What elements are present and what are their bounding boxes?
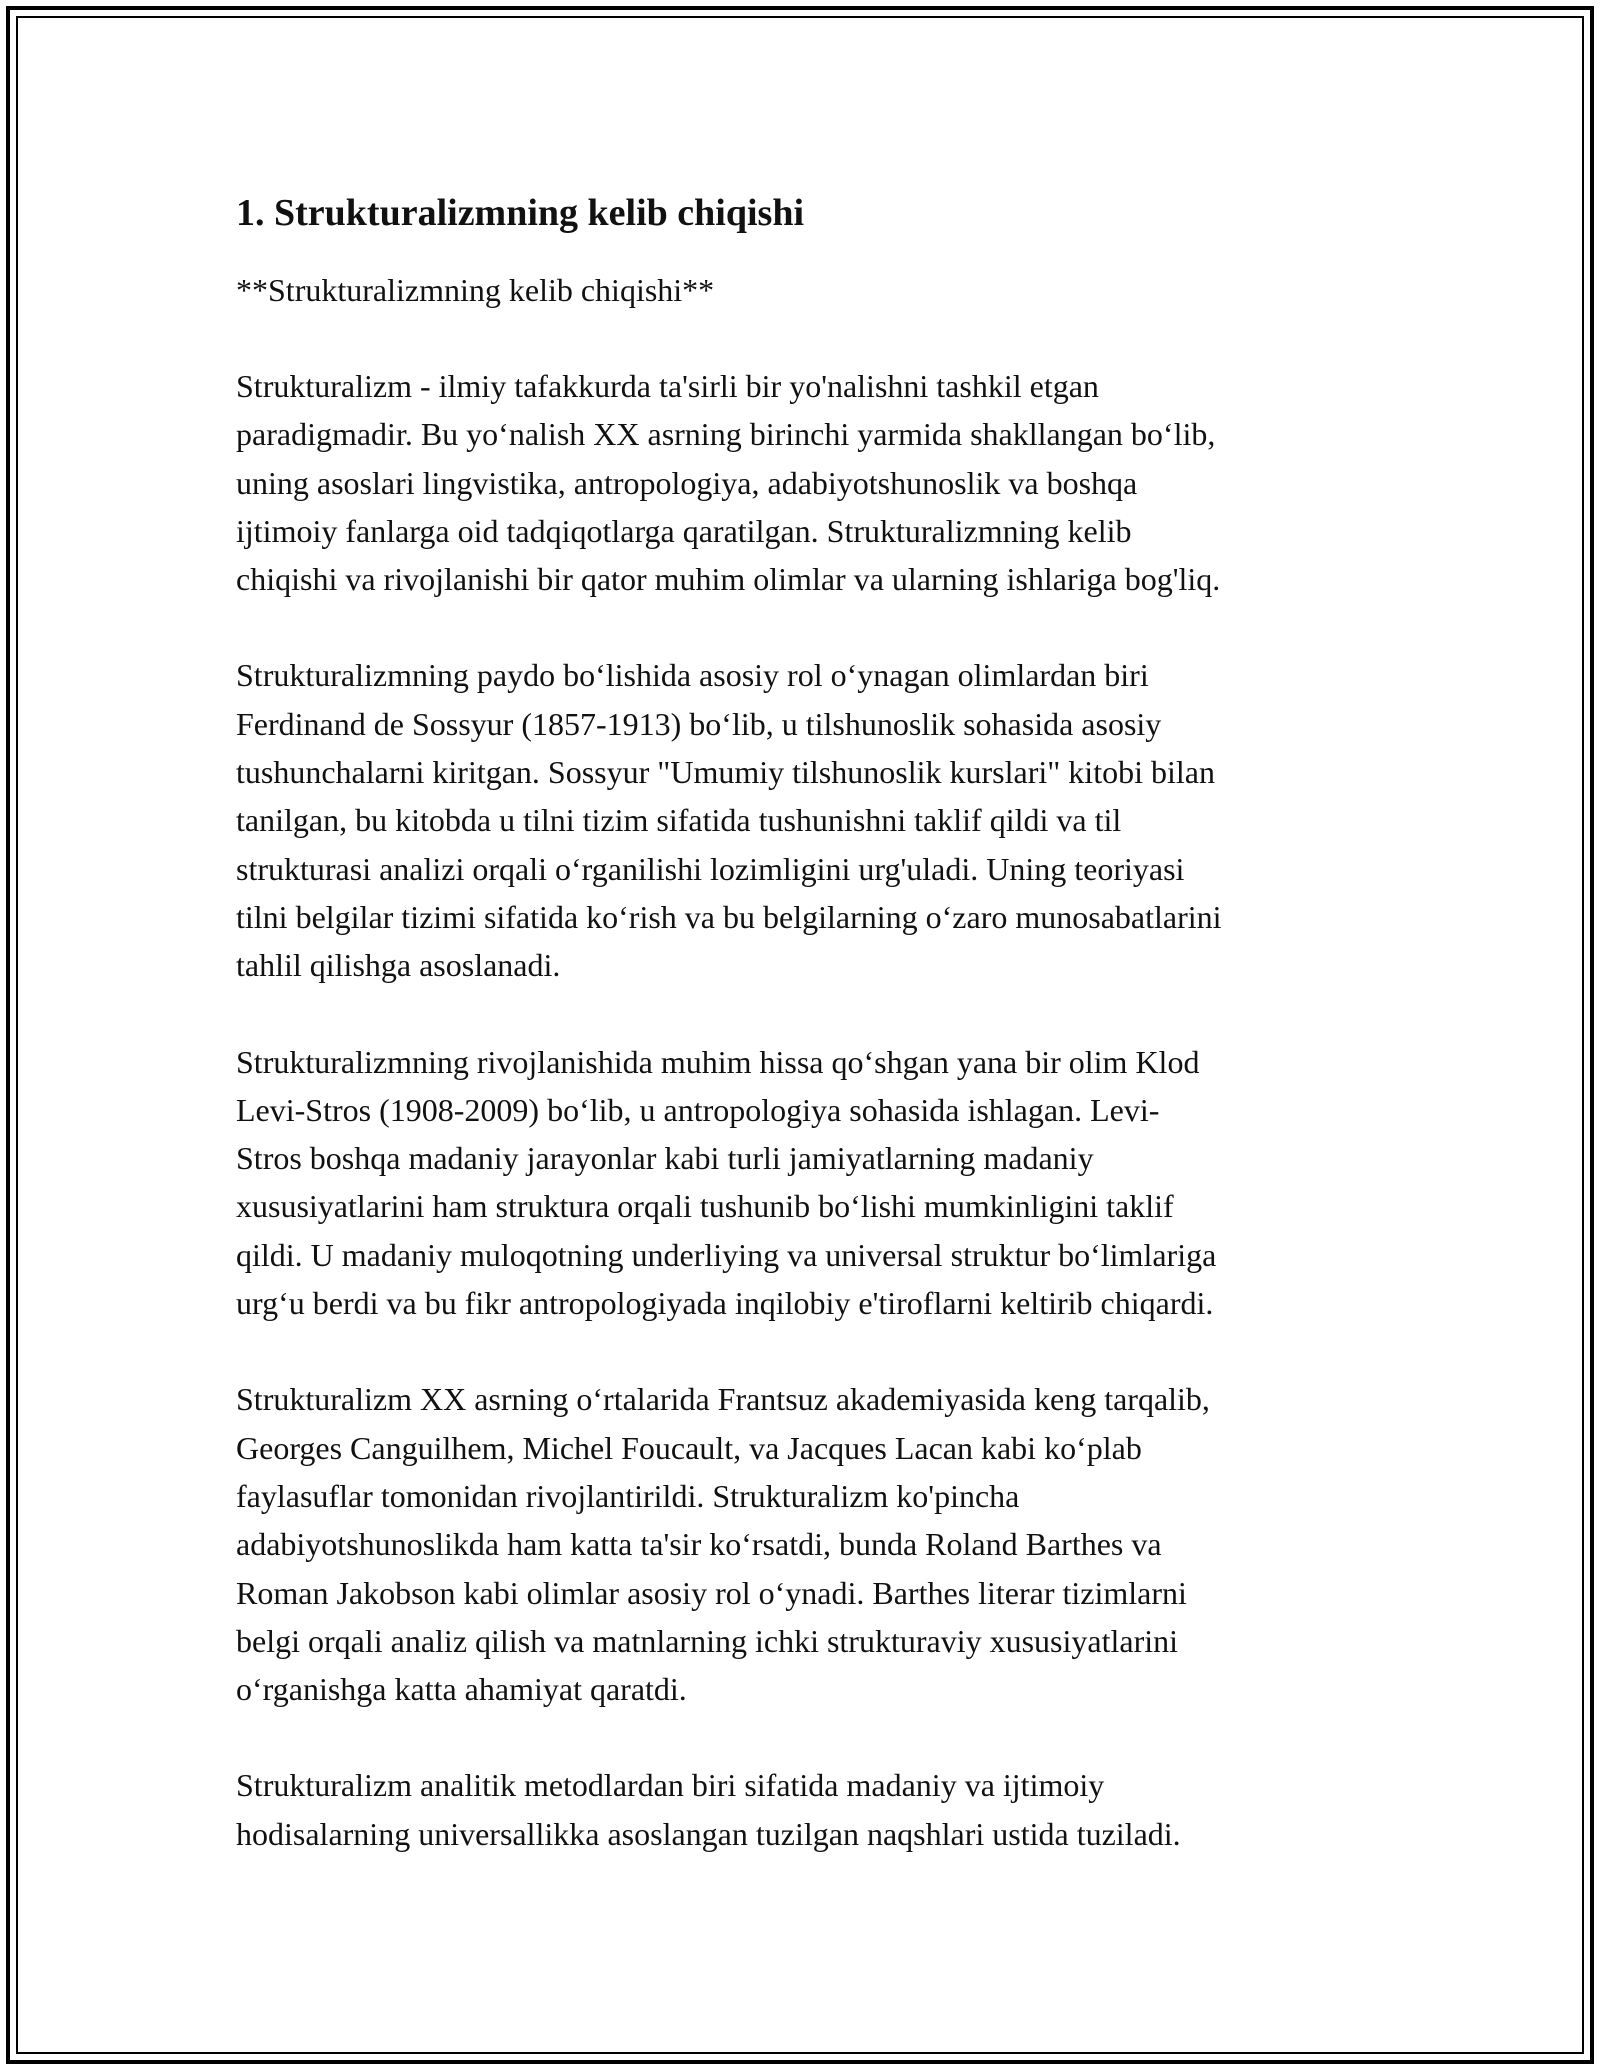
- body-paragraph: [236, 1375, 1376, 1713]
- paragraph-line: chiqishi va rivojlanishi bir qator muhim olimlar va ularning ishlariga bog'liq.: [236, 561, 1221, 598]
- paragraph-line: o‘rganishga katta ahamiyat qaratdi.: [236, 1671, 687, 1708]
- paragraph-line: tilni belgilar tizimi sifatida ko‘rish va bu belgilarning o‘zaro munosabatlarini: [236, 898, 1222, 935]
- paragraph-line: Strukturalizmning rivojlanishida muhim hissa qo‘shgan yana bir olim Klod: [236, 1043, 1200, 1080]
- paragraph-line: Levi-Stros (1908-2009) bo‘lib, u antropologiya sohasida ishlagan. Levi-: [236, 1091, 1160, 1128]
- paragraph-line: Georges Canguilhem, Michel Foucault, va Jacques Lacan kabi ko‘plab: [236, 1429, 1142, 1466]
- paragraph-line: Ferdinand de Sossyur (1857-1913) bo‘lib, u tilshunoslik sohasida asosiy: [236, 705, 1162, 742]
- paragraph-line: paradigmadir. Bu yo‘nalish XX asrning birinchi yarmida shakllangan bo‘lib,: [236, 416, 1216, 453]
- paragraph-line: Strukturalizm - ilmiy tafakkurda ta'sirli bir yo'nalishni tashkil etgan: [236, 368, 1099, 404]
- paragraph-line: urg‘u berdi va bu fikr antropologiyada inqilobiy e'tiroflarni keltirib chiqardi.: [236, 1285, 1214, 1322]
- paragraph-line: ijtimoiy fanlarga oid tadqiqotlarga qaratilgan. Strukturalizmning kelib: [236, 512, 1132, 549]
- paragraph-line: Stros boshqa madaniy jarayonlar kabi turli jamiyatlarning madaniy: [236, 1140, 1094, 1177]
- paragraph-line: belgi orqali analiz qilish va matnlarning ichki strukturaviy xususiyatlarini: [236, 1622, 1179, 1659]
- paragraph-line: Strukturalizmning paydo bo‘lishida asosiy rol o‘ynagan olimlardan biri: [236, 657, 1149, 694]
- paragraph-line: strukturasi analizi orqali o‘rganilishi lozimligini urg'uladi. Uning teoriyasi: [236, 850, 1185, 887]
- paragraph-line: qildi. U madaniy muloqotning underliying va universal struktur bo‘limlariga: [236, 1236, 1217, 1273]
- paragraph-line: tanilgan, bu kitobda u tilni tizim sifatida tushunishni taklif qildi va til: [236, 802, 1122, 839]
- paragraph-line: uning asoslari lingvistika, antropologiya, adabiyotshunoslik va boshqa: [236, 464, 1138, 501]
- body-paragraph: [236, 1038, 1376, 1328]
- paragraph-line: tushunchalarni kiritgan. Sossyur "Umumiy tilshunoslik kurslari" kitobi bilan: [236, 754, 1215, 791]
- body-paragraph: [236, 1761, 1376, 1858]
- body-paragraph: [236, 362, 1376, 603]
- paragraph-line: Strukturalizm XX asrning o‘rtalarida Frantsuz akademiyasida keng tarqalib,: [236, 1381, 1210, 1418]
- paragraph-line: tahlil qilishga asoslanadi.: [236, 947, 561, 984]
- body-paragraph: [236, 651, 1376, 989]
- document-body: [236, 186, 1376, 1906]
- section-heading: 1. Strukturalizmning kelib chiqishi: [236, 192, 805, 234]
- paragraph-line: adabiyotshunoslikda ham katta ta'sir ko‘rsatdi, bunda Roland Barthes va: [236, 1526, 1162, 1563]
- paragraph-line: faylasuflar tomonidan rivojlantirildi. Strukturalizm ko'pincha: [236, 1477, 1020, 1514]
- paragraph-line: Roman Jakobson kabi olimlar asosiy rol o‘ynadi. Barthes literar tizimlarni: [236, 1574, 1187, 1611]
- paragraph-list: [236, 362, 1376, 1858]
- paragraph-line: xususiyatlarini ham struktura orqali tushunib bo‘lishi mumkinligini taklif: [236, 1188, 1174, 1225]
- paragraph-line: Strukturalizm analitik metodlardan biri sifatida madaniy va ijtimoiy: [236, 1767, 1105, 1804]
- paragraph-line: hodisalarning universallikka asoslangan tuzilgan naqshlari ustida tuziladi.: [236, 1815, 1181, 1852]
- section-subheading: **Strukturalizmning kelib chiqishi**: [236, 272, 715, 308]
